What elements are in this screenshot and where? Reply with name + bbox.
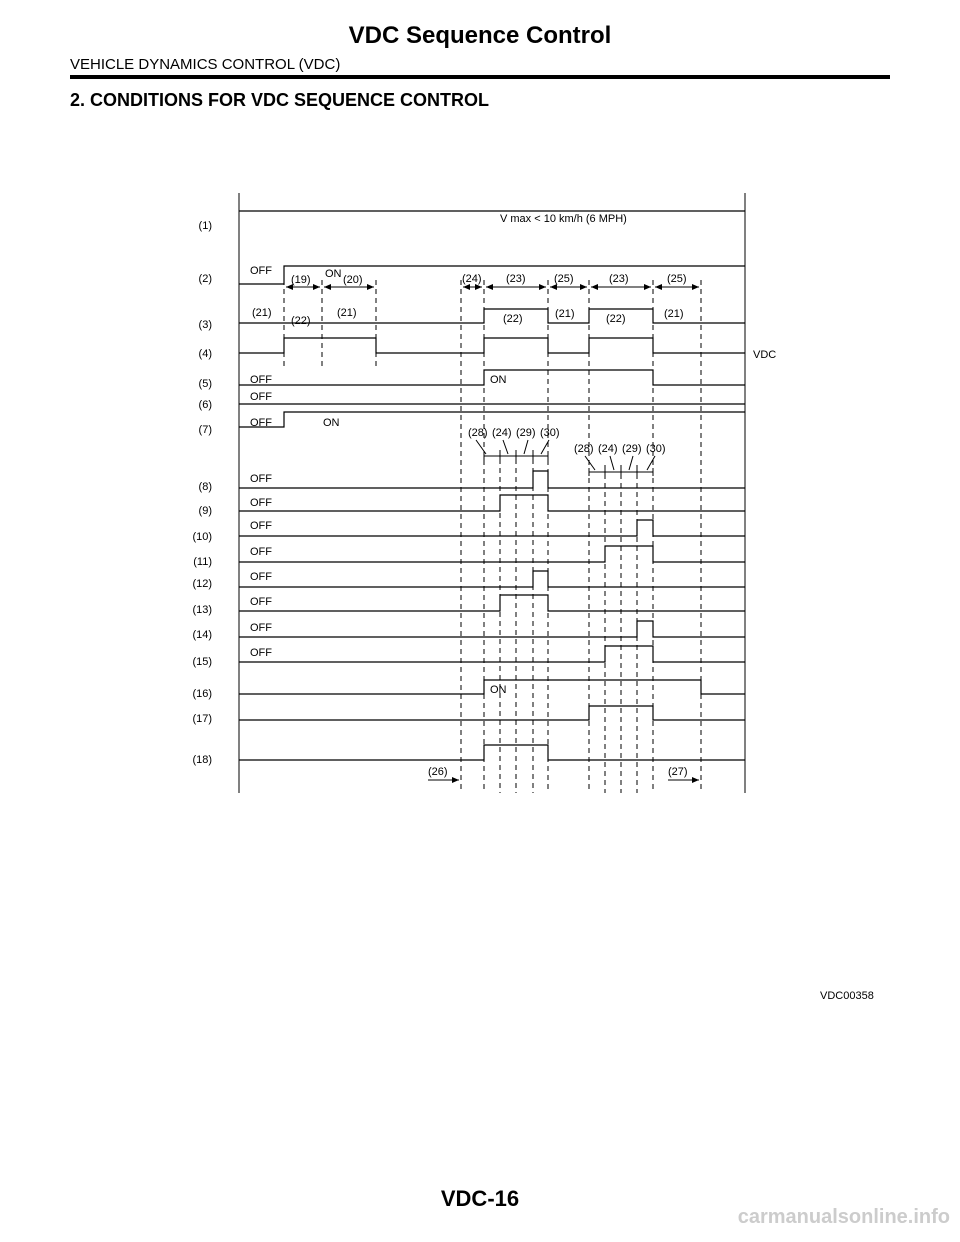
signal-13 xyxy=(239,595,745,611)
bottom-label: (27) xyxy=(668,766,688,778)
section-title: 2. CONDITIONS FOR VDC SEQUENCE CONTROL xyxy=(70,90,490,110)
section-header: VEHICLE DYNAMICS CONTROL (VDC) xyxy=(70,56,341,73)
group-label: (29) xyxy=(622,443,642,455)
waveforms xyxy=(239,211,745,760)
row-label: (12) xyxy=(192,578,212,590)
on-label: ON xyxy=(325,268,342,280)
row-label: (9) xyxy=(198,505,212,517)
interval-label: (24) xyxy=(462,273,482,285)
off-label: OFF xyxy=(250,546,272,558)
signal-18 xyxy=(239,745,745,760)
row-label: (2) xyxy=(198,273,212,285)
group-labels-1 xyxy=(468,427,560,439)
group-label: (29) xyxy=(516,427,536,439)
row-label: (17) xyxy=(192,713,212,725)
signal-14 xyxy=(239,621,745,637)
interval-label: (25) xyxy=(667,273,687,285)
group-label: (30) xyxy=(540,427,560,439)
signal-10 xyxy=(239,520,745,536)
off-label: OFF xyxy=(250,417,272,429)
signal-9 xyxy=(239,495,745,511)
interval-label: (20) xyxy=(343,274,363,286)
interval-label: (22) xyxy=(503,313,523,325)
row-label: (16) xyxy=(192,688,212,700)
interval-label: (21) xyxy=(555,308,575,320)
interval-label: (21) xyxy=(252,307,272,319)
row-label: (11) xyxy=(193,556,212,568)
off-label: OFF xyxy=(250,622,272,634)
row-labels xyxy=(192,220,212,766)
row-label: (4) xyxy=(198,348,212,360)
signal-11 xyxy=(239,546,745,562)
signal-17 xyxy=(239,706,745,720)
off-label: OFF xyxy=(250,571,272,583)
on-label: ON xyxy=(490,374,507,386)
row-label: (18) xyxy=(192,754,212,766)
figure-id: VDC00358 xyxy=(820,990,874,1002)
interval-label: (21) xyxy=(664,308,684,320)
off-label: OFF xyxy=(250,497,272,509)
signal-12 xyxy=(239,571,745,587)
row2-interval-labels xyxy=(291,273,687,286)
off-label: OFF xyxy=(250,473,272,485)
page-number: VDC-16 xyxy=(440,1186,520,1211)
row-label: (7) xyxy=(198,424,212,436)
interval-label: (22) xyxy=(291,315,311,327)
group-label: (28) xyxy=(574,443,594,455)
row-label: (8) xyxy=(198,481,212,493)
signal-8 xyxy=(239,471,745,488)
off-label: OFF xyxy=(250,265,272,277)
vmax-label: V max < 10 km/h (6 MPH) xyxy=(500,213,627,225)
on-label: ON xyxy=(490,684,507,696)
group-label: (28) xyxy=(468,427,488,439)
signal-4 xyxy=(239,338,745,353)
interval-label: (23) xyxy=(609,273,629,285)
interval-label: (25) xyxy=(554,273,574,285)
group-label: (24) xyxy=(492,427,512,439)
row-label: (3) xyxy=(198,319,212,331)
bottom-label: (26) xyxy=(428,766,448,778)
watermark: carmanualsonline.info xyxy=(737,1206,950,1228)
row-label: (5) xyxy=(198,378,212,390)
row-label: (14) xyxy=(192,629,212,641)
signal-7 xyxy=(239,412,745,427)
bottom-labels xyxy=(428,766,688,778)
row-label: (13) xyxy=(192,604,212,616)
interval-label: (21) xyxy=(337,307,357,319)
row-label: (10) xyxy=(192,531,212,543)
off-label: OFF xyxy=(250,647,272,659)
interval-label: (23) xyxy=(506,273,526,285)
page-title: VDC Sequence Control xyxy=(348,22,612,49)
vdc-label: VDC xyxy=(753,349,777,361)
off-label: OFF xyxy=(250,374,272,386)
interval-label: (22) xyxy=(606,313,626,325)
off-label: OFF xyxy=(250,520,272,532)
state-labels xyxy=(250,213,776,696)
row-label: (1) xyxy=(198,220,212,232)
row-label: (15) xyxy=(192,656,212,668)
row-label: (6) xyxy=(198,399,212,411)
on-label: ON xyxy=(323,417,340,429)
signal-15 xyxy=(239,646,745,662)
interval-label: (19) xyxy=(291,274,311,286)
group-label: (24) xyxy=(598,443,618,455)
group-label: (30) xyxy=(646,443,666,455)
group-labels-2 xyxy=(574,443,666,455)
off-label: OFF xyxy=(250,391,272,403)
off-label: OFF xyxy=(250,596,272,608)
row3-labels xyxy=(252,307,684,327)
